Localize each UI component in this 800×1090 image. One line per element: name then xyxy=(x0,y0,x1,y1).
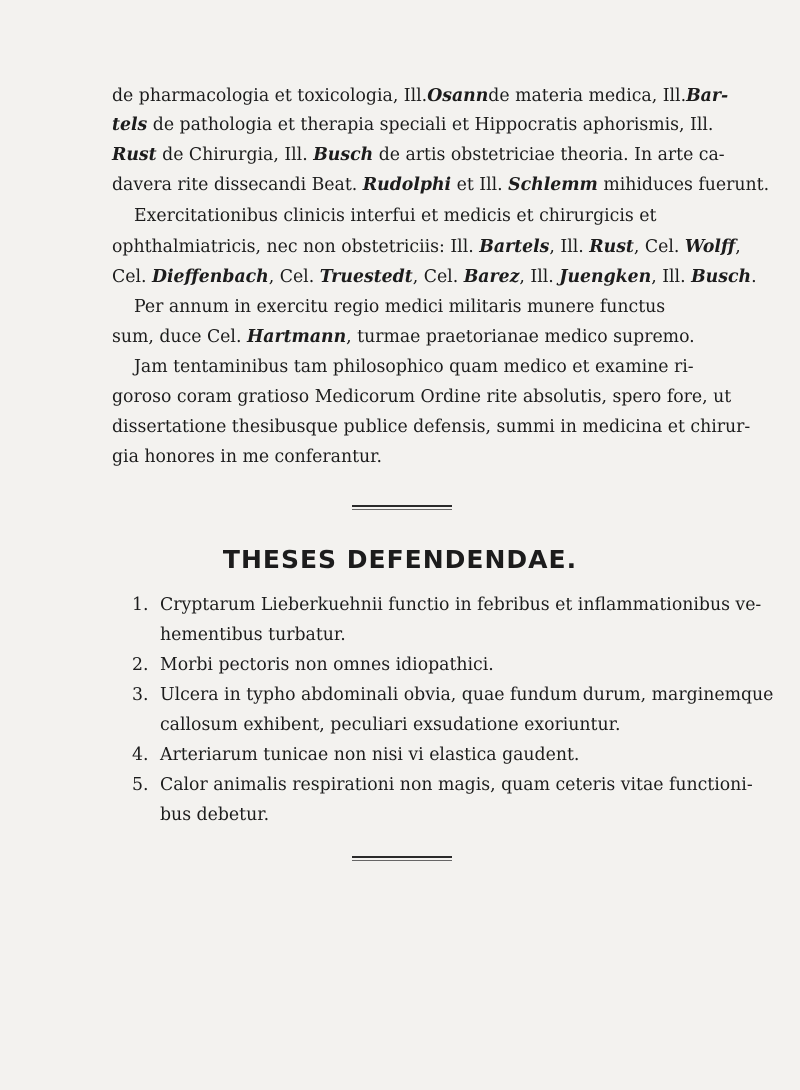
name-busch: Busch xyxy=(313,145,374,165)
text-word: et Ill. xyxy=(451,175,509,195)
text-word: dissertatione thesibusque publice defensis, summi in medicina et chirur- xyxy=(112,417,751,437)
thesis-continuation xyxy=(160,807,692,824)
text-line xyxy=(112,267,757,287)
text-word: , Ill. xyxy=(549,237,590,257)
text-word: gia honores in me conferantur. xyxy=(112,447,383,467)
section-heading: THESES DEFENDENDAE. xyxy=(222,545,578,574)
name-bartels-rest: tels xyxy=(112,115,148,135)
thesis-text: Arteriarum tunicae non nisi vi elastica gaudent. xyxy=(160,745,580,765)
thesis-text: Cryptarum Lieberkuehnii functio in febribus et inflammationibus ve- xyxy=(160,595,762,615)
text-line xyxy=(112,86,729,106)
text-line xyxy=(112,175,770,195)
text-word: , turmae praetorianae medico supremo. xyxy=(346,327,695,347)
thesis-number: 1. xyxy=(132,595,149,615)
name-juengken: Juengken xyxy=(559,267,652,287)
name-dieffenbach: Dieffenbach xyxy=(151,267,269,287)
text-word: , Cel. xyxy=(412,267,464,287)
separator-rule xyxy=(352,505,452,507)
text-line xyxy=(112,115,714,135)
name-truestedt: Truestedt xyxy=(319,267,413,287)
thesis-item xyxy=(132,685,774,705)
text-word: ophthalmiatricis, nec non obstetriciis: Ill. xyxy=(112,237,480,257)
thesis-text: callosum exhibent, peculiari exsudatione exoriuntur. xyxy=(160,715,621,735)
text-line xyxy=(112,387,732,407)
text-word: , Ill. xyxy=(651,267,692,287)
text-line xyxy=(134,208,685,225)
thesis-text: Morbi pectoris non omnes idiopathici. xyxy=(160,655,494,675)
thesis-number: 4. xyxy=(132,745,149,765)
text-word: Cel. xyxy=(112,267,152,287)
name-osann: Osann xyxy=(427,86,489,106)
text-word: de pathologia et therapia speciali et Hippocratis aphorismis, Ill. xyxy=(147,115,714,135)
text-line xyxy=(112,327,695,347)
text-word: de Chirurgia, Ill. xyxy=(156,145,314,165)
text-word: , Cel. xyxy=(268,267,320,287)
separator-rule xyxy=(352,509,452,510)
thesis-number: 2. xyxy=(132,655,149,675)
name-bartels: Bartels xyxy=(479,237,550,257)
text-line xyxy=(112,237,741,257)
text-word: goroso coram gratioso Medicorum Ordine rite absolutis, spero fore, ut xyxy=(112,387,732,407)
thesis-number: 3. xyxy=(132,685,149,705)
separator-rule xyxy=(352,860,452,861)
thesis-item xyxy=(132,657,692,674)
name-hartmann: Hartmann xyxy=(246,327,347,347)
thesis-item xyxy=(132,595,762,615)
thesis-continuation xyxy=(160,627,692,644)
thesis-item xyxy=(132,747,692,764)
text-word: , xyxy=(735,237,741,257)
name-rust: Rust xyxy=(112,145,157,165)
text-word: mihiduces fuerunt. xyxy=(597,175,770,195)
thesis-number: 5. xyxy=(132,775,149,795)
name-schlemm: Schlemm xyxy=(508,175,598,195)
text-line xyxy=(112,145,725,165)
name-barez: Barez xyxy=(463,267,520,287)
thesis-text: Ulcera in typho abdominali obvia, quae fundum durum, marginemque xyxy=(160,685,774,705)
text-word: sum, duce Cel. xyxy=(112,327,247,347)
text-line xyxy=(134,299,685,316)
thesis-text: hementibus turbatur. xyxy=(160,625,346,645)
text-word: . xyxy=(751,267,757,287)
text-line xyxy=(112,417,751,437)
name-rudolphi: Rudolphi xyxy=(362,175,452,195)
thesis-continuation xyxy=(160,717,692,734)
separator-rule xyxy=(352,856,452,858)
text-word: Jam tentaminibus tam philosophico quam medico et examine ri- xyxy=(134,357,694,377)
name-wolff: Wolff xyxy=(684,237,736,257)
text-word: Per annum in exercitu regio medici militaris munere functus xyxy=(134,297,666,317)
text-line xyxy=(134,357,694,377)
text-word: , Cel. xyxy=(633,237,685,257)
name-bartels-part: Bar- xyxy=(686,86,729,106)
name-busch: Busch xyxy=(691,267,752,287)
thesis-text: Calor animalis respirationi non magis, quam ceteris vitae functioni- xyxy=(160,775,753,795)
text-word: de artis obstetriciae theoria. In arte ca- xyxy=(373,145,725,165)
text-word: de pharmacologia et toxicologia, Ill. xyxy=(112,86,428,106)
name-rust: Rust xyxy=(589,237,634,257)
text-line xyxy=(112,449,685,466)
text-word: de materia medica, Ill. xyxy=(488,86,687,106)
thesis-item xyxy=(132,775,753,795)
thesis-text: bus debetur. xyxy=(160,805,270,825)
text-word: davera rite dissecandi Beat. xyxy=(112,175,363,195)
text-word: Exercitationibus clinicis interfui et medicis et chirurgicis et xyxy=(134,206,657,226)
text-word: , Ill. xyxy=(519,267,560,287)
